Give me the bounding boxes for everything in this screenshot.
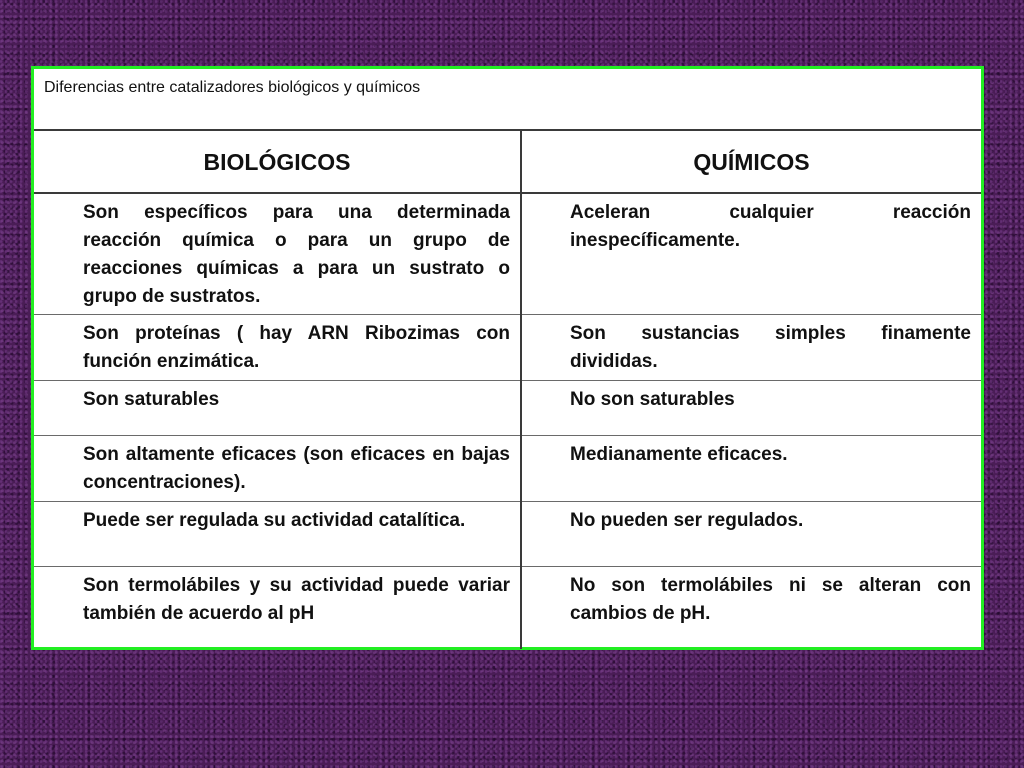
table-header-row: [34, 131, 981, 193]
cell-quimico: No pueden ser regulados.: [521, 501, 981, 566]
cell-quimico: No son termolábiles ni se alteran con cambios de pH.: [570, 574, 971, 624]
cell-quimico: No son saturables: [521, 380, 981, 435]
table-row: [34, 501, 981, 566]
cell-biologico: Son específicos para una determinada reacción química o para un grupo de reacciones químicas a para un sustrato o grupo de sustratos.: [34, 193, 521, 314]
table-row: [34, 566, 981, 649]
cell-biologico: Son termolábiles y su actividad puede variar también de acuerdo al pH: [34, 566, 521, 649]
table-title: Diferencias entre catalizadores biológicos y químicos: [34, 69, 981, 131]
cell-quimico: Aceleran cualquier reacción inespecíficamente.: [521, 193, 981, 314]
cell-biologico: Son altamente eficaces (son eficaces en bajas concentraciones).: [34, 435, 521, 501]
cell-biologico: Son proteínas ( hay ARN Ribozimas con función enzimática.: [34, 314, 521, 380]
cell-quimico: Medianamente eficaces.: [521, 435, 981, 501]
table-row: [34, 314, 981, 380]
table-row: [34, 193, 981, 314]
cell-biologico: Puede ser regulada su actividad catalítica.: [34, 501, 521, 566]
comparison-table: [34, 131, 981, 649]
comparison-table-frame: [31, 66, 984, 650]
table-row: [34, 380, 981, 435]
header-biologicos: BIOLÓGICOS: [34, 131, 521, 193]
cell-quimico: Son sustancias simples finamente divididas.: [521, 314, 981, 380]
table-row: [34, 435, 981, 501]
cell-biologico: Son saturables: [34, 380, 521, 435]
header-quimicos: QUÍMICOS: [521, 131, 981, 193]
